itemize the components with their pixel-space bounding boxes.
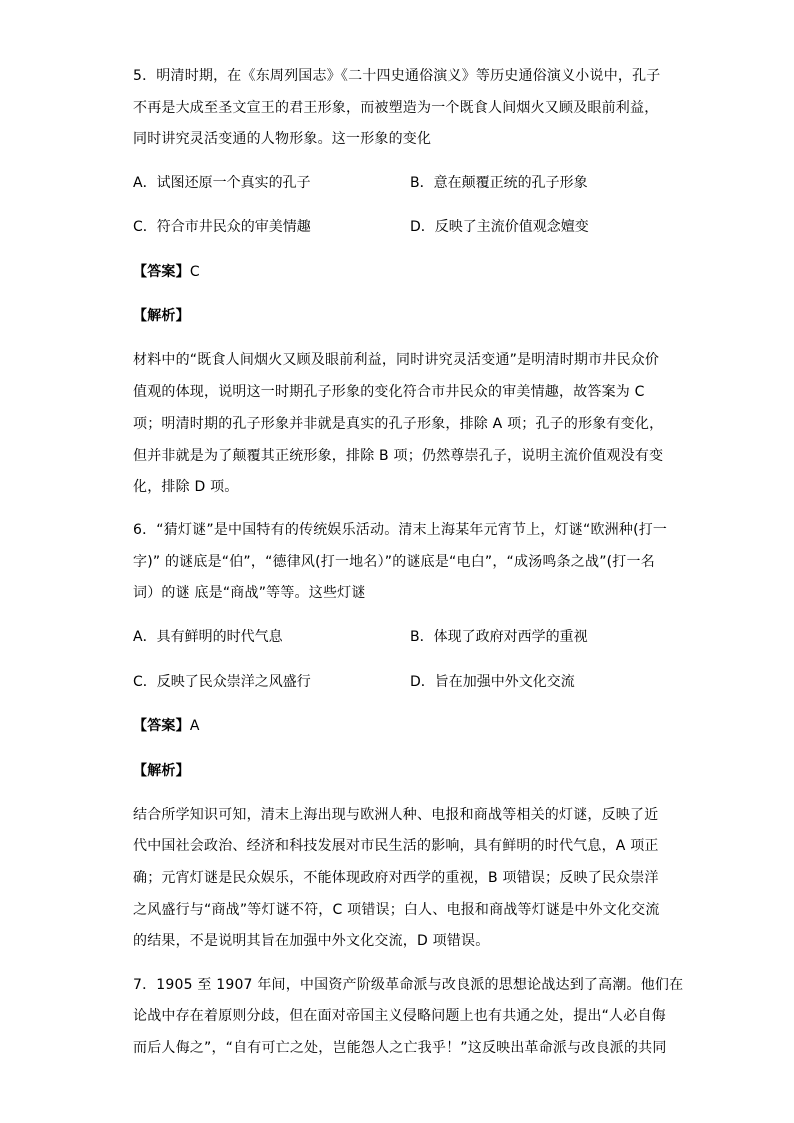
q5-analysis-line-2: 值观的体现，说明这一时期孔子形象的变化符合市井民众的审美情趣，故答案为 C xyxy=(133,384,645,400)
q5-analysis-label: 【解析】 xyxy=(133,308,190,324)
q5-analysis-line-4: 但并非就是为了颠覆其正统形象，排除 B 项；仍然尊崇孔子，说明主流价值观没有变 xyxy=(133,448,664,464)
q5-analysis-line-1: 材料中的“既食人间烟火又顾及眼前利益，同时讲究灵活变通”是明清时期市井民众价 xyxy=(133,352,660,368)
q5-option-c: C．符合市井民众的审美情趣 xyxy=(133,219,311,235)
q5-answer-value: C xyxy=(189,264,200,280)
q5-answer-label: 【答案】 xyxy=(133,264,190,280)
q7-stem-line-1: 7．1905 至 1907 年间，中国资产阶级革命派与改良派的思想论战达到了高潮。他们在 xyxy=(133,977,684,993)
q6-analysis-line-3: 确；元宵灯谜是民众娱乐，不能体现政府对西学的重视，B 项错误；反映了民众崇洋 xyxy=(133,870,659,886)
q6-option-d: D．旨在加强中外文化交流 xyxy=(410,674,575,690)
q7-stem-line-3: 而后人侮之”，“自有可亡之处，岂能怨人之亡我乎！”这反映出革命派与改良派的共同 xyxy=(133,1040,667,1056)
q6-option-c: C．反映了民众崇洋之风盛行 xyxy=(133,674,311,690)
q6-stem-line-2: 字)” 的谜底是“伯”，“德律风(打一地名）”的谜底是“电白”，“成汤鸣条之战”(打一名 xyxy=(133,554,655,570)
q5-stem-line-1: 5．明清时期，在《东周列国志》《二十四史通俗演义》等历史通俗演义小说中，孔子 xyxy=(133,68,661,84)
q6-analysis-label: 【解析】 xyxy=(133,763,190,779)
q6-option-b: B．体现了政府对西学的重视 xyxy=(410,629,588,645)
q5-stem-line-3: 同时讲究灵活变通的人物形象。这一形象的变化 xyxy=(133,131,432,147)
q6-analysis-line-4: 之风盛行与“商战”等灯谜不符，C 项错误；白人、电报和商战等灯谜是中外文化交流 xyxy=(133,902,660,918)
q5-analysis-line-5: 化，排除 D 项。 xyxy=(133,479,239,495)
q6-answer xyxy=(133,716,200,736)
q5-option-b: B．意在颠覆正统的孔子形象 xyxy=(410,175,588,191)
q6-analysis-line-2: 代中国社会政治、经济和科技发展对市民生活的影响，具有鲜明的时代气息，A 项正 xyxy=(133,838,659,854)
q6-analysis-line-1: 结合所学知识可知，清末上海出现与欧洲人种、电报和商战等相关的灯谜，反映了近 xyxy=(133,807,659,823)
q6-stem-line-3: 词）的谜 底是“商战”等等。这些灯谜 xyxy=(133,585,366,601)
q6-option-a: A．具有鲜明的时代气息 xyxy=(133,629,283,645)
q6-analysis-line-5: 的结果，不是说明其旨在加强中外文化交流，D 项错误。 xyxy=(133,933,490,949)
q5-option-a: A．试图还原一个真实的孔子 xyxy=(133,175,311,191)
q6-answer-label: 【答案】 xyxy=(133,718,190,734)
q6-stem-line-1: 6．“猜灯谜”是中国特有的传统娱乐活动。清末上海某年元宵节上，灯谜“欧洲种(打一 xyxy=(133,522,668,538)
q5-option-d: D．反映了主流价值观念嬗变 xyxy=(410,219,589,235)
q5-answer xyxy=(133,262,200,282)
q5-analysis-line-3: 项；明清时期的孔子形象并非就是真实的孔子形象，排除 A 项；孔子的形象有变化， xyxy=(133,416,664,432)
q7-stem-line-2: 论战中存在着原则分歧，但在面对帝国主义侵略问题上也有共通之处，提出“人必自侮 xyxy=(133,1008,666,1024)
q6-answer-value: A xyxy=(189,718,200,734)
q5-stem-line-2: 不再是大成至圣文宣王的君王形象，而被塑造为一个既食人间烟火又顾及眼前利益， xyxy=(133,100,659,116)
